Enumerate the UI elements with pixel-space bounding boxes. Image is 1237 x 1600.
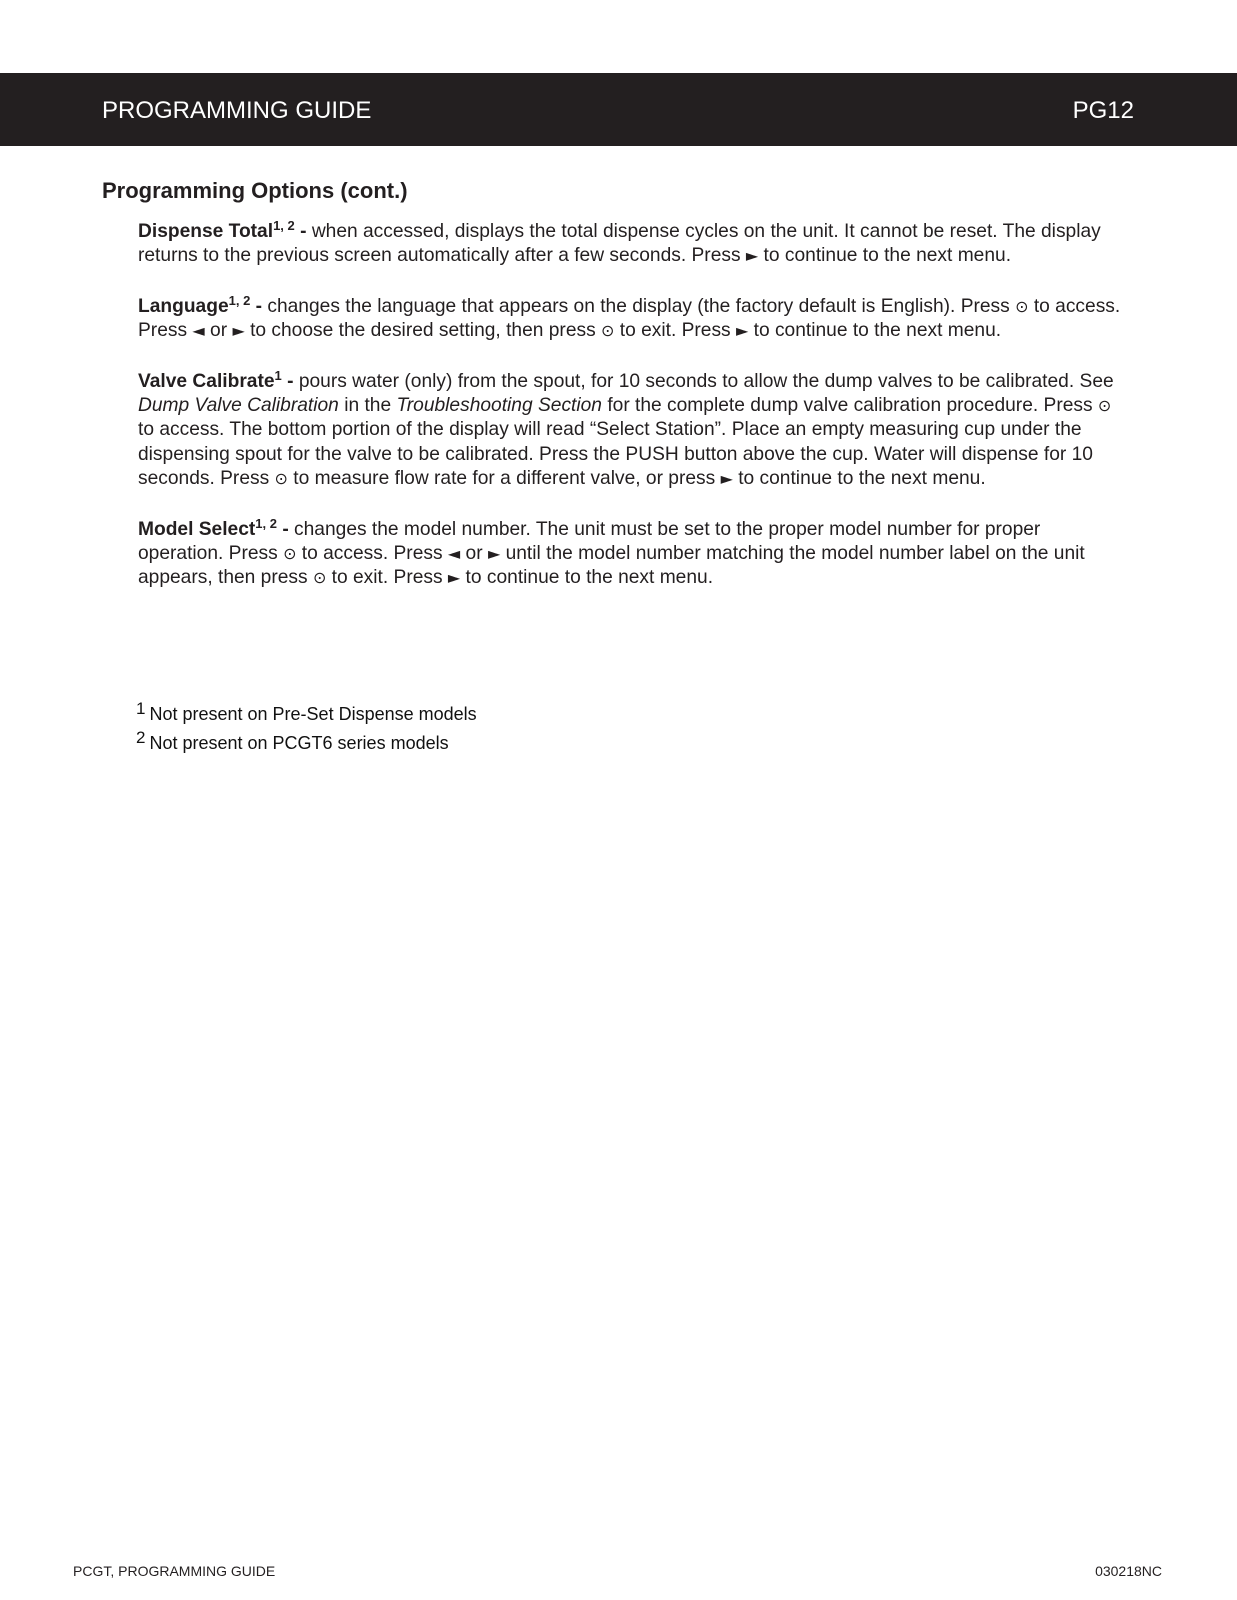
left-arrow-icon: ◄ [447, 544, 461, 564]
footnote [136, 700, 477, 729]
right-arrow-icon: ► [487, 544, 501, 564]
option-footnote-ref: 1 [274, 367, 282, 383]
select-button-icon: ⊙ [283, 544, 297, 564]
right-arrow-icon: ► [735, 321, 749, 341]
option-text: or [204, 320, 233, 342]
option-text: in the [338, 395, 397, 417]
footnote-mark: 2 [136, 728, 146, 748]
option-text: to exit. Press [614, 320, 736, 342]
option-text: changes the model number. The unit must be set to the proper model number for proper operation. Press [138, 518, 1041, 565]
option-text: to access. Press [138, 295, 1121, 342]
option-text: to access. Press [296, 543, 448, 565]
option-term: Dispense Total [138, 221, 274, 242]
section-reference: Troubleshooting Section [396, 395, 602, 417]
option-text: to continue to the next menu. [758, 245, 1012, 267]
option-dash: - [276, 518, 295, 540]
option-text: or [460, 543, 488, 565]
footnote-text: Not present on PCGT6 series models [149, 733, 449, 753]
right-arrow-icon: ► [232, 321, 245, 341]
footnote [136, 729, 477, 758]
header-bar [0, 73, 1237, 146]
option-text: to measure flow rate for a different valve, or press [287, 468, 721, 490]
footer-document-code: 030218NC [1095, 1563, 1162, 1579]
option-footnote-ref: 1, 2 [255, 515, 277, 531]
option-term: Model Select [138, 518, 256, 540]
options-list [138, 217, 1128, 617]
select-button-icon: ⊙ [312, 568, 327, 588]
footnote-text: Not present on Pre-Set Dispense models [149, 704, 477, 724]
footnotes [136, 700, 477, 758]
option-text: to continue to the next menu. [460, 567, 714, 589]
section-reference: Dump Valve Calibration [138, 395, 339, 417]
option-text: changes the language that appears on the display (the factory default is English). Press [267, 295, 1016, 317]
option-text: to access. The bottom portion of the display will read “Select Station”. Place an empty measuring cup under the dispensing spout for the valve to be calibrated. Press the PUSH button above the cup. Water will dispense for 10 seconds. Press [138, 419, 1093, 490]
option-dash: - [281, 370, 299, 392]
option-term: Valve Calibrate [138, 370, 275, 392]
right-arrow-icon: ► [745, 246, 759, 266]
footnote-mark: 1 [136, 699, 146, 719]
right-arrow-icon: ► [447, 568, 461, 588]
left-arrow-icon: ◄ [192, 321, 205, 341]
option-model-select [138, 515, 1128, 591]
option-footnote-ref: 1, 2 [273, 217, 295, 233]
option-text: until the model number matching the model number label on the unit appears, then press [138, 543, 1085, 589]
option-language [138, 292, 1128, 344]
option-dash: - [294, 221, 312, 242]
option-dash: - [250, 295, 268, 317]
right-arrow-icon: ► [720, 469, 733, 489]
select-button-icon: ⊙ [274, 469, 288, 489]
option-text: to continue to the next menu. [732, 468, 986, 490]
option-dispense-total [138, 217, 1128, 269]
option-text: to continue to the next menu. [748, 320, 1002, 342]
option-text: for the complete dump valve calibration procedure. Press [601, 395, 1098, 417]
option-text: pours water (only) from the spout, for 10 seconds to allow the dump valves to be calibrated. See [298, 370, 1114, 392]
option-term: Language [138, 295, 229, 317]
select-button-icon: ⊙ [1097, 396, 1112, 416]
page-code: PG12 [1072, 97, 1134, 124]
header-title: PROGRAMMING GUIDE [102, 97, 372, 124]
footer-document-title: PCGT, PROGRAMMING GUIDE [73, 1563, 276, 1579]
section-title: Programming Options (cont.) [102, 178, 408, 203]
select-button-icon: ⊙ [601, 321, 615, 341]
option-footnote-ref: 1, 2 [228, 292, 251, 308]
option-text: to choose the desired setting, then press [244, 320, 602, 342]
select-button-icon: ⊙ [1015, 296, 1029, 316]
option-text: when accessed, displays the total dispense cycles on the unit. It cannot be reset. The display returns to the previous screen automatically after a few seconds. Press [138, 221, 1101, 267]
option-valve-calibrate [138, 367, 1128, 492]
option-text: to exit. Press [326, 567, 448, 589]
